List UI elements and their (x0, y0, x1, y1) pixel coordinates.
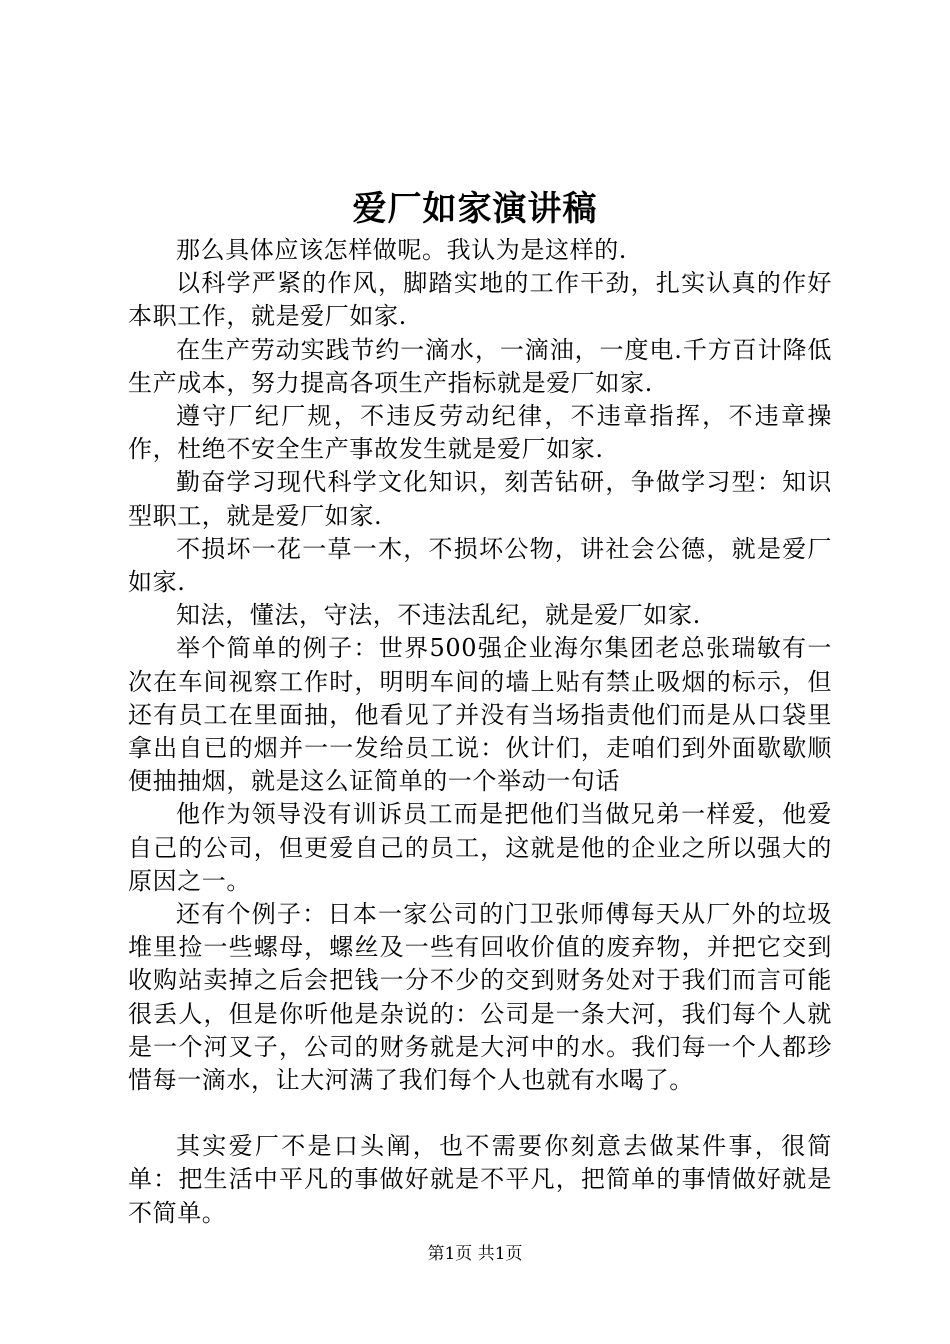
paragraph: 不损坏一花一草一木，不损坏公物，讲社会公德，就是爱厂如家. (128, 534, 832, 597)
paragraph: 他作为领导没有训诉员工而是把他们当做兄弟一样爱，他爱自己的公司，但更爱自己的员工，这就是他的企业之所以强大的原因之一。 (128, 800, 832, 895)
paragraph: 勤奋学习现代科学文化知识，刻苦钻研，争做学习型：知识型职工，就是爱厂如家. (128, 468, 832, 530)
paragraph: 其实爱厂不是口头阐，也不需要你刻意去做某件事，很简单：把生活中平凡的事做好就是不平凡，把简单的事情做好就是不简单。 (128, 1132, 832, 1227)
paragraph: 那么具体应该怎样做呢。我认为是这样的. (176, 236, 628, 264)
document-body (128, 234, 832, 1230)
paragraph: 在生产劳动实践节约一滴水，一滴油，一度电.千方百计降低生产成本，努力提高各项生产指标就是爱厂如家. (128, 335, 832, 397)
paragraph: 还有个例子：日本一家公司的门卫张师傅每天从厂外的垃圾堆里捡一些螺母，螺丝及一些有回收价值的废弃物，并把它交到收购站卖掉之后会把钱一分不少的交到财务处对于我们而言可能很丢人，但是你听他是杂说的：公司是一条大河，我们每个人就是一个河叉子，公司的财务就是大河中的水。我们每一个人都珍惜每一滴水，让大河满了我们每个人也就有水喝了。 (128, 900, 832, 1095)
paragraph: 以科学严紧的作风，脚踏实地的工作干劲，扎实认真的作好本职工作，就是爱厂如家. (128, 269, 832, 331)
document-title: 爱厂如家演讲稿 (352, 189, 598, 229)
paragraph: 举个简单的例子：世界500强企业海尔集团老总张瑞敏有一次在车间视察工作时，明明车间的墙上贴有禁止吸烟的标示，但还有员工在里面抽，他看见了并没有当场指责他们而是从口袋里拿出自已的烟并一一发给员工说：伙计们，走咱们到外面歇歇顺便抽抽烟，就是这么证简单的一个举动一句话 (128, 634, 832, 796)
paragraph: 遵守厂纪厂规，不违反劳动纪律，不违章指挥，不违章操作，杜绝不安全生产事故发生就是爱厂如家. (128, 402, 832, 464)
page-number-footer: 第1页 共1页 (427, 1244, 523, 1264)
paragraph: 知法，懂法，守法，不违法乱纪，就是爱厂如家. (176, 601, 701, 630)
